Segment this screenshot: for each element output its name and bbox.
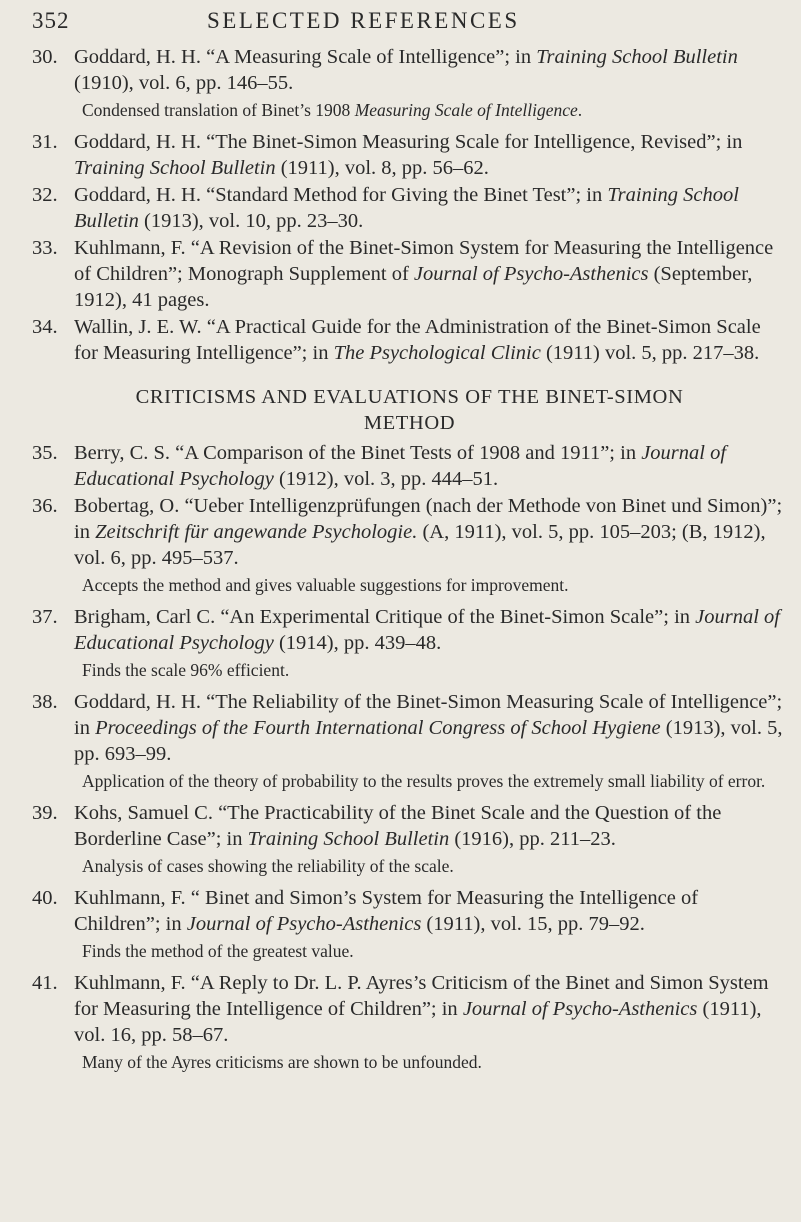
reference-text: Kuhlmann, F. “A Revision of the Binet-Simon System for Measuring the Intelligence of Children”; Monograph Supplement of [74,237,774,285]
reference-text: Goddard, H. H. “The Binet-Simon Measuring Scale for Intelligence, Revised”; in [74,131,743,153]
reference-source: Journal of Psycho-Asthenics [186,913,422,935]
reference-details: (1912), vol. 3, pp. 444–51. [273,468,499,490]
reference-item [32,129,787,181]
reference-source: Training School Bulletin [536,46,738,68]
reference-details: (1911), vol. 16, pp. 58–67. [74,998,762,1046]
reference-number: 41. [32,972,58,994]
reference-number: 35. [32,442,58,464]
reference-number: 36. [32,495,58,517]
reference-annotation: Finds the method of the greatest value. [82,941,354,961]
reference-details: (1910), vol. 6, pp. 146–55. [74,72,294,94]
reference-text: Kuhlmann, F. “A Reply to Dr. L. P. Ayres’s Criticism of the Binet and Simon System for Measuring the Intelligence of Children”; in [74,972,769,1020]
reference-text: Brigham, Carl C. “An Experimental Critique of the Binet-Simon Scale”; in [74,606,696,628]
reference-annotation: Analysis of cases showing the reliability of the scale. [82,856,454,876]
reference-text: Goddard, H. H. “The Reliability of the Binet-Simon Measuring Scale of Intelligence”; in [74,691,783,739]
reference-number: 33. [32,237,58,259]
reference-item [32,44,787,121]
reference-text: Goddard, H. H. “A Measuring Scale of Intelligence”; in [74,46,537,68]
reference-number: 32. [32,184,58,206]
reference-text: Wallin, J. E. W. “A Practical Guide for the Administration of the Binet-Simon Scale for Measuring Intelligence”; in [74,316,761,364]
reference-item [32,493,787,596]
section-heading-line: CRITICISMS AND EVALUATIONS OF THE BINET-SIMON [135,386,684,408]
reference-details: (1913), vol. 10, pp. 23–30. [138,210,364,232]
reference-number: 37. [32,606,58,628]
reference-source: Journal of Psycho-Asthenics [413,263,649,285]
reference-text: Berry, C. S. “A Comparison of the Binet Tests of 1908 and 1911”; in [74,442,642,464]
reference-text: Kuhlmann, F. “ Binet and Simon’s System for Measuring the Intelligence of Children”; in [74,887,699,935]
reference-annotation: Finds the scale 96% efficient. [82,660,290,680]
reference-item [32,689,787,792]
reference-number: 40. [32,887,58,909]
reference-annotation: Accepts the method and gives valuable suggestions for improvement. [82,575,569,595]
reference-annotation: Application of the theory of probability to the results proves the extremely small liability of error. [82,771,766,791]
reference-number: 38. [32,691,58,713]
reference-details: (1916), pp. 211–23. [449,828,616,850]
reference-number: 30. [32,46,58,68]
reference-details: (1914), pp. 439–48. [273,632,442,654]
reference-text: Kohs, Samuel C. “The Practicability of the Binet Scale and the Question of the Borderline Case”; in [74,802,722,850]
reference-number: 31. [32,131,58,153]
reference-number: 39. [32,802,58,824]
reference-details: (1911) vol. 5, pp. 217–38. [540,342,760,364]
reference-text: Bobertag, O. “Ueber Intelligenzprüfungen (nach der Methode von Binet und Simon)”; in [74,495,783,543]
section-heading-line: METHOD [363,412,456,434]
section-heading [32,384,787,436]
reference-details: (1911), vol. 15, pp. 79–92. [421,913,645,935]
reference-item [32,885,787,962]
reference-details: (1911), vol. 8, pp. 56–62. [275,157,489,179]
page-header [32,8,781,38]
reference-item [32,235,787,313]
reference-source: Training School Bulletin [74,184,739,232]
reference-annotation: Many of the Ayres criticisms are shown to be unfounded. [82,1052,482,1072]
reference-source: Zeitschrift für angewande Psychologie. [95,521,418,543]
reference-item [32,440,787,492]
reference-source: The Psychological Clinic [333,342,541,364]
reference-source: Journal of Psycho-Asthenics [462,998,698,1020]
reference-source: Training School Bulletin [74,157,276,179]
page-number: 352 [32,8,70,33]
reference-item [32,604,787,681]
references-body [32,44,787,1081]
reference-text: Goddard, H. H. “Standard Method for Giving the Binet Test”; in [74,184,608,206]
reference-item [32,182,787,234]
running-head: SELECTED REFERENCES [207,8,520,33]
reference-details: (September, 1912), 41 pages. [74,263,753,311]
reference-item [32,314,787,366]
reference-source: Journal of Educational Psychology [74,442,727,490]
reference-details: (1913), vol. 5, pp. 693–99. [74,717,783,765]
reference-annotation: Condensed translation of Binet’s 1908 Measuring Scale of Intelligence. [82,100,583,120]
reference-source: Proceedings of the Fourth International Congress of School Hygiene [95,717,661,739]
reference-number: 34. [32,316,58,338]
reference-item [32,800,787,877]
reference-item [32,970,787,1073]
reference-details: (A, 1911), vol. 5, pp. 105–203; (B, 1912), vol. 6, pp. 495–537. [74,521,766,569]
reference-source: Journal of Educational Psychology [74,606,780,654]
reference-source: Training School Bulletin [247,828,450,850]
